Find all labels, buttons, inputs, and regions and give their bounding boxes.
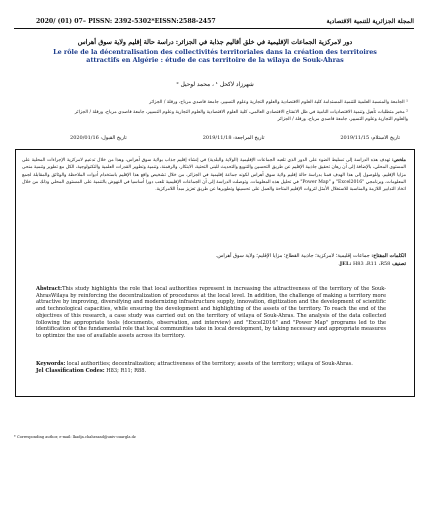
abstract-english xyxy=(36,286,386,340)
jel-arabic-label: تصنيف JEL: xyxy=(339,260,406,267)
jel-arabic-codes: H83 ،R11 ،R58. xyxy=(338,260,391,267)
keywords-english-text: local authorities; decentralization; attractiveness of the territory; assets of the territory; wilaya of Souk-Ahras. xyxy=(66,361,353,367)
affiliation-1: ¹ الجامعة والمنسبة العلمية للتنمية المستدامة كلية العلوم الاقتصادية والعلوم التجارية وعلوم التسيير، جامعة قاصدي مرباح، ورقلة / الجزائر xyxy=(149,100,408,105)
jel-english-codes: H83; R11; R88. xyxy=(106,367,147,374)
abstract-arabic xyxy=(22,157,406,194)
abstract-arabic-line: أهراس، وهذا من خلال تدعيم لامركزية الإجراءات المحلية على المستوى المحلي، بالإضافة إلى أن رهان تحقيق جاذبية الإقليم عن طريق التحسين xyxy=(22,158,407,171)
keywords-arabic-label: الكلمات المفتاح: xyxy=(371,253,406,259)
affiliation-2: ² مخبر متطلبات تأهيل وتنمية الاقتصاديات النامية في ظل الانفتاح الاقتصادي العالمي، كلية العلوم الاقتصادية والعلوم التجارية وعلوم التسيير، جامعة قاصدي مرباح، ورقلة / الجزائر xyxy=(74,110,408,115)
journal-issn: 2020/ (01) 07– PISSN: 2392-5302*EISSN:2588-2457 xyxy=(36,18,216,25)
journal-name: المجلة الجزائرية للتنمية الاقتصادية xyxy=(326,18,414,25)
abstract-english-label: Abstract: xyxy=(36,286,63,292)
keywords-english-label: Keywords: xyxy=(36,361,66,367)
title-french: Le rôle de la décentralisation des collectivités territoriales dans la création des territoires attractifs en Algérie : étude de cas territoire de la wilaya de Souk-Ahras xyxy=(53,48,377,65)
keywords-arabic-text: جماعات إقليمية؛ لامركزية؛ جاذبية القطاع؛ مزايا الإقليم؛ ولاية سوق أهراس. xyxy=(215,253,370,259)
abstract-arabic-line: تهدف هذه الدراسة إلى تسليط الضوء على الدور الذي تلعبه الجماعات الإقليمية (الولاية والبلدية) في إنشاء إقليم جذاب بولاية سوق xyxy=(141,158,391,163)
date-received: تاريخ الاستلام: 2019/11/15 xyxy=(340,135,400,141)
authors: شهرزاد لاكحل ¹ ، محمد لوحيل ² xyxy=(176,82,254,88)
abstract-english-text: This study highlights the role that local authorities represent in increasing the attractiveness of the territory of the Souk-AhrasWilaya by reinforcing the decentralization of procedures at the local level. In addition, the challenge of making a territory more attractive by improving, diversifying and modernizing infrastructure supply, innovation, digitization and the development of scientific and technological capacities, while ensuring the development and highlighting of the assets of the territory. To reach the end of the objectives of this research, a case study was carried out on the territory of wilaya of Souk-Ahras. The analysis of the data collected following the appropriate tools (documents, observation, and interview) and "Excel2016" and "Power Map" programs led to the identification of the fundamental role that local communities take in local development, by taking necessary and appropriate measures to optimize the use of available assets across its territory. xyxy=(36,286,386,340)
title-arabic: دور لامركزية الجماعات الإقليمية في خلق أقاليم جذابة في الجزائر: دراسة حالة إقليم ولاية سوق أهراس xyxy=(77,38,353,46)
abstract-arabic-line: وللوصول إلى هذا الهدف قمنا بدراسة حالة إقليم ولاية سوق أهراس لكونه جماعة إقليمية في الجزائر، من خلال تشخيص واقع هذا الإقليم xyxy=(119,172,381,178)
abstract-arabic-line: والمناسبة للاستغلال الأمثل لثروات الإقليم المتاحة والعمل على تحسينها وتطويرها عن طريق تعزيز مبدأ اللامركزية. xyxy=(155,187,368,193)
abstract-arabic-line: والتنويع والتحديث للبنى التحتية، الابتكار، والرقمنة، وتنمية وتطوير القدرات العلمية والتكنولوجية، الكل مع تطوير وتنمية منحى مزايا الإقليم. xyxy=(22,165,407,178)
keywords-english xyxy=(36,361,386,374)
journal-header xyxy=(14,14,414,29)
date-revised: تاريخ المراجعة: 2019/11/18 xyxy=(202,135,265,141)
abstract-arabic-line: وتوصلت الدراسة إلى أن الجماعات الإقليمية تلعب دورا أساسيا في النهوض بالتنمية على المستوى المحلي وذلك من خلال اتخاذ التدابير اللازمة xyxy=(22,180,406,193)
abstract-arabic-line: باستخدام أدوات الملاحظة والوثائق والمقابلة لجمع المعلومات، وبرنامجي "Excel2016" و "Power Map" في تحليل هذه المعلومات. xyxy=(22,172,406,186)
keywords-arabic xyxy=(22,253,406,268)
date-accepted: تاريخ القبول: 2020/01/16 xyxy=(70,135,127,141)
affiliation-3: والعلوم التجارية وعلوم التسيير، جامعة قاصدي مرباح، ورقلة / الجزائر xyxy=(277,117,408,122)
abstract-arabic-label: ملخص: xyxy=(391,158,406,163)
jel-english-label: Jel Classification Codes: xyxy=(36,367,105,374)
footnote-corresponding-author: * Corresponding author, e-mail: lkadja.chahrazad@univ-ouargla.dz xyxy=(14,435,136,439)
dates-row xyxy=(70,135,400,141)
